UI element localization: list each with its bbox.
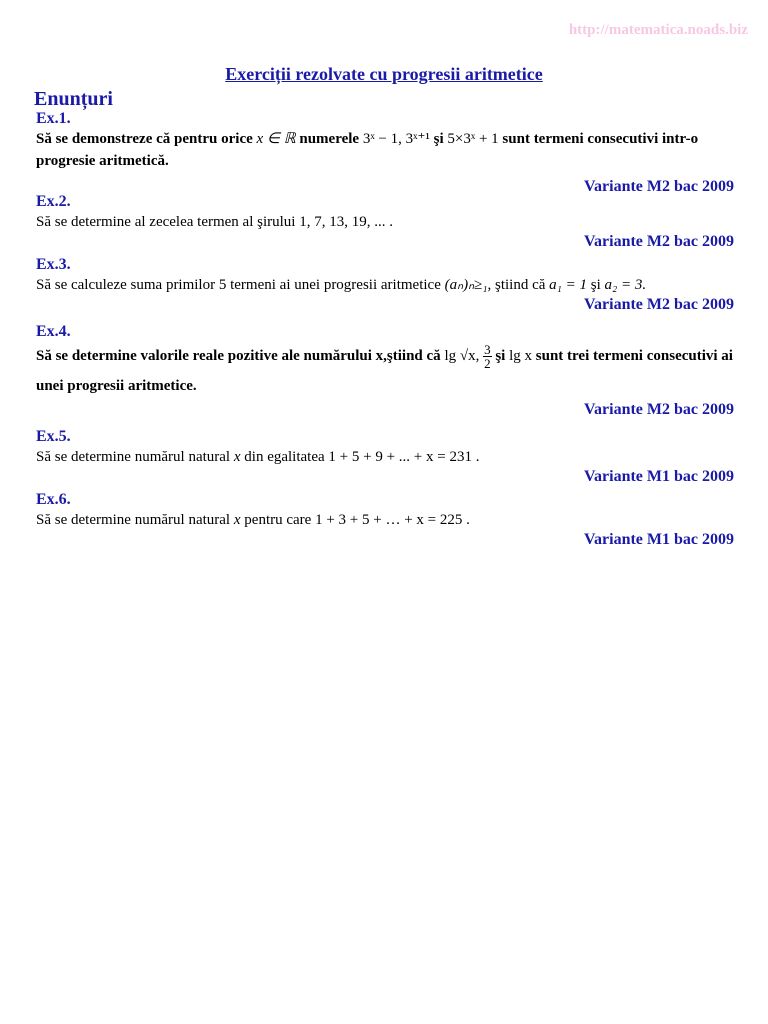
page-title: Exerciții rezolvate cu progresii aritmetice (225, 64, 543, 84)
math-expression: x (233, 449, 241, 465)
statement-text: , ştiind că (487, 277, 546, 293)
exercise-source: Variante M2 bac 2009 (583, 233, 734, 250)
statement-text: Să se determine valorile reale pozitive ale numărului x,ştiind că (36, 348, 441, 364)
exercise-5 (36, 428, 734, 486)
math-expression: a₁ = 1 (549, 277, 587, 293)
math-expression: a₂ = 3. (604, 277, 647, 293)
fraction-numerator: 3 (484, 342, 491, 358)
exercise-statement (36, 128, 734, 172)
exercise-label: Ex.5. (36, 428, 71, 445)
exercise-source: Variante M1 bac 2009 (583, 531, 734, 548)
exercise-statement (36, 446, 734, 468)
statement-text: Să se determine numărul natural (36, 449, 231, 465)
statement-text: numerele (299, 131, 360, 147)
math-expression: 1 + 5 + 9 + ... + x = 231 . (328, 449, 480, 465)
statement-text: din egalitatea (244, 449, 325, 465)
statement-text: sunt termeni consecutivi intr-o progresie aritmetică. (36, 131, 699, 169)
exercise-label: Ex.4. (36, 323, 71, 340)
statement-text: Să se determine numărul natural (36, 512, 231, 528)
math-expression: lg x (509, 348, 533, 364)
math-expression: (aₙ)ₙ≥₁ (444, 277, 488, 293)
statement-text: Să se demonstreze că pentru orice (36, 131, 253, 147)
exercise-label: Ex.6. (36, 491, 71, 508)
exercise-4 (36, 323, 734, 419)
exercise-2 (36, 193, 734, 251)
statement-text: şi (433, 131, 444, 147)
exercise-statement (36, 509, 734, 531)
statement-text: sunt trei termeni consecutivi ai unei progresii aritmetice. (36, 348, 733, 394)
fraction (483, 343, 492, 370)
statement-text: şi (495, 348, 506, 364)
exercise-label: Ex.1. (36, 110, 71, 127)
math-expression: 3ˣ − 1, 3ˣ⁺¹ (362, 131, 430, 147)
exercise-statement (36, 211, 734, 233)
fraction-denominator: 2 (484, 356, 491, 372)
exercise-6 (36, 491, 734, 549)
exercise-source: Variante M2 bac 2009 (583, 296, 734, 313)
exercise-statement (36, 341, 734, 401)
section-heading: Enunțuri (34, 88, 113, 110)
exercise-statement (36, 274, 734, 296)
math-expression: x (233, 512, 241, 528)
math-expression: x ∈ ℝ (256, 131, 296, 147)
exercise-1 (36, 110, 734, 196)
statement-text: Să se calculeze suma primilor 5 termeni ai unei progresii aritmetice (36, 277, 441, 293)
exercise-3 (36, 256, 734, 314)
math-expression: 5×3ˣ + 1 (447, 131, 499, 147)
exercise-source: Variante M2 bac 2009 (583, 401, 734, 418)
exercise-source: Variante M1 bac 2009 (583, 468, 734, 485)
math-expression: 1 + 3 + 5 + … + x = 225 . (315, 512, 470, 528)
math-expression: lg √x, (444, 348, 480, 364)
exercise-label: Ex.3. (36, 256, 71, 273)
statement-text: pentru care (244, 512, 312, 528)
exercise-source: Variante M2 bac 2009 (583, 178, 734, 195)
exercise-label: Ex.2. (36, 193, 71, 210)
watermark-url: http://matematica.noads.biz (568, 22, 748, 38)
statement-text: Să se determine al zecelea termen al şirului 1, 7, 13, 19, ... . (36, 214, 393, 230)
statement-text: şi (590, 277, 601, 293)
